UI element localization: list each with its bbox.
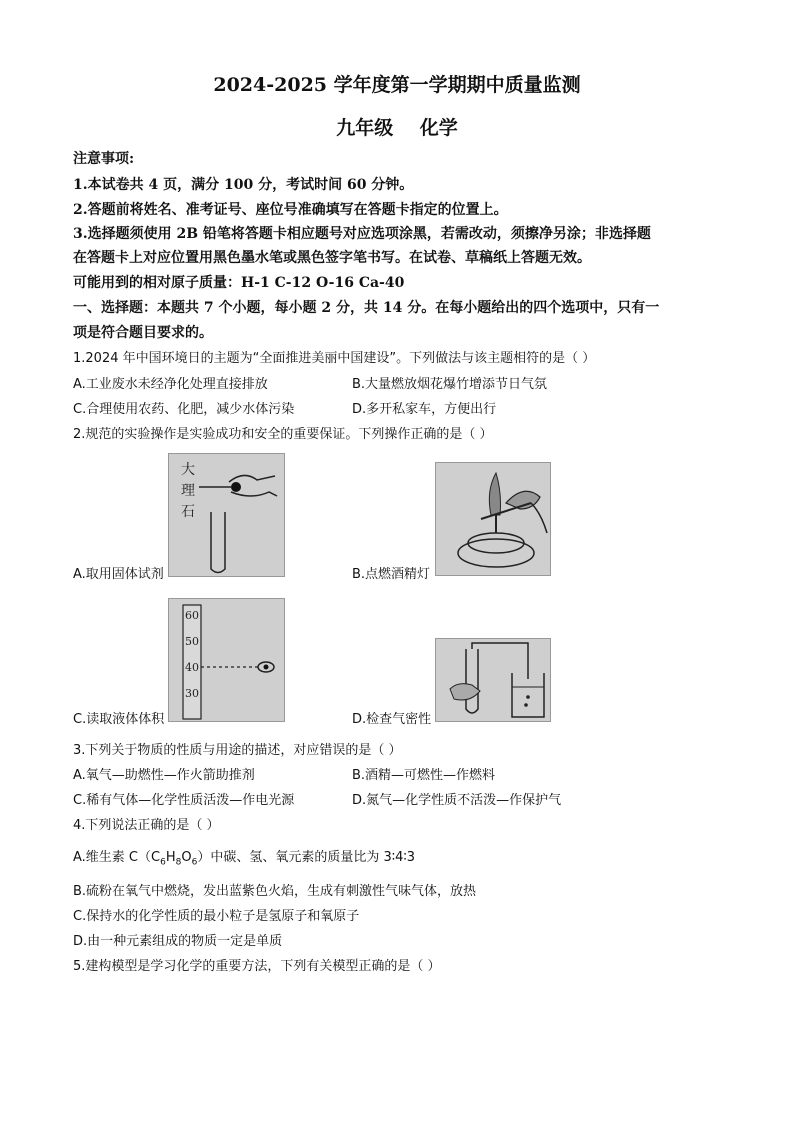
q4-option-b: B.硫粉在氧气中燃烧，发出蓝紫色火焰，生成有刺激性气味气体，放热	[73, 884, 477, 899]
section1-line1: 一、选择题：本题共 7 个小题，每小题 2 分，共 14 分。在每小题给出的四个选项中，只有一	[73, 300, 660, 316]
note-item-2: 2.答题前将姓名、准考证号、座位号准确填写在答题卡指定的位置上。	[73, 202, 508, 218]
q4-a-pre: A.维生素 C（	[73, 850, 152, 865]
q2-stem: 2.规范的实验操作是实验成功和安全的重要保证。下列操作正确的是（ ）	[73, 427, 493, 442]
subject-label: 化学	[419, 117, 458, 139]
q2-option-b: B.点燃酒精灯	[352, 567, 431, 582]
q4-stem: 4.下列说法正确的是（ ）	[73, 818, 220, 833]
fig-c-tick-50: 50	[185, 635, 199, 648]
q4-a-h: H	[165, 850, 176, 865]
q3-option-a: A.氧气—助燃性—作火箭助推剂	[73, 768, 255, 783]
fig-c-tick-30: 30	[185, 687, 199, 700]
q4-option-d: D.由一种元素组成的物质一定是单质	[73, 934, 283, 949]
fig-a-label-1: 大	[181, 462, 195, 478]
q4-option-a	[73, 846, 415, 868]
q2-figure-d-airtightness	[435, 638, 551, 722]
fig-a-label-2: 理	[181, 483, 195, 499]
q2-option-c: C.读取液体体积	[73, 712, 165, 727]
notes-heading: 注意事项:	[73, 151, 135, 167]
q1-option-c: C.合理使用农药、化肥，减少水体污染	[73, 402, 295, 417]
q4-option-c: C.保持水的化学性质的最小粒子是氢原子和氧原子	[73, 909, 360, 924]
q1-option-b: B.大量燃放烟花爆竹增添节日气氛	[352, 377, 548, 392]
q2-option-a: A.取用固体试剂	[73, 567, 164, 582]
q2-figure-a-solid-reagent	[168, 453, 285, 577]
note-item-3: 3.选择题须使用 2B 铅笔将答题卡相应题号对应选项涂黑，若需改动，须擦净另涂；非选择题	[73, 226, 651, 242]
grade-label: 九年级	[336, 117, 394, 139]
q1-stem: 1.2024 年中国环境日的主题为“全面推进美丽中国建设”。下列做法与该主题相符的是（ ）	[73, 351, 596, 366]
q3-option-b: B.酒精—可燃性—作燃料	[352, 768, 496, 783]
q3-option-d: D.氮气—化学性质不活泼—作保护气	[352, 793, 562, 808]
q1-option-d: D.多开私家车，方便出行	[352, 402, 497, 417]
q4-a-sub1: 6	[160, 857, 166, 868]
q3-option-c: C.稀有气体—化学性质活泼—作电光源	[73, 793, 295, 808]
q2-figure-c-read-volume	[168, 598, 285, 722]
q4-a-o: O	[181, 850, 192, 865]
exam-subtitle	[0, 113, 794, 140]
fig-a-label-3: 石	[181, 504, 195, 520]
exam-title: 2024-2025 学年度第一学期期中质量监测	[213, 74, 581, 96]
q4-a-c: C	[151, 850, 161, 865]
note-item-1: 1.本试卷共 4 页，满分 100 分，考试时间 60 分钟。	[73, 177, 414, 193]
note-item-3-cont: 在答题卡上对应位置用黑色墨水笔或黑色签字笔书写。在试卷、草稿纸上答题无效。	[73, 250, 591, 266]
q4-a-post: ）中碳、氢、氧元素的质量比为 3∶4∶3	[197, 850, 416, 865]
q5-stem: 5.建构模型是学习化学的重要方法，下列有关模型正确的是（ ）	[73, 959, 441, 974]
atomic-mass-line: 可能用到的相对原子质量：H-1 C-12 O-16 Ca-40	[73, 275, 405, 291]
section1-line2: 项是符合题目要求的。	[73, 325, 213, 341]
q2-figure-b-alcohol-lamp	[435, 462, 551, 576]
q4-a-sub2: 8	[175, 857, 182, 868]
fig-c-tick-40: 40	[185, 661, 199, 674]
fig-c-tick-60: 60	[185, 609, 199, 622]
q2-option-d: D.检查气密性	[352, 712, 432, 727]
q1-option-a: A.工业废水未经净化处理直接排放	[73, 377, 268, 392]
q4-a-sub3: 6	[191, 857, 198, 868]
q3-stem: 3.下列关于物质的性质与用途的描述，对应错误的是（ ）	[73, 743, 402, 758]
